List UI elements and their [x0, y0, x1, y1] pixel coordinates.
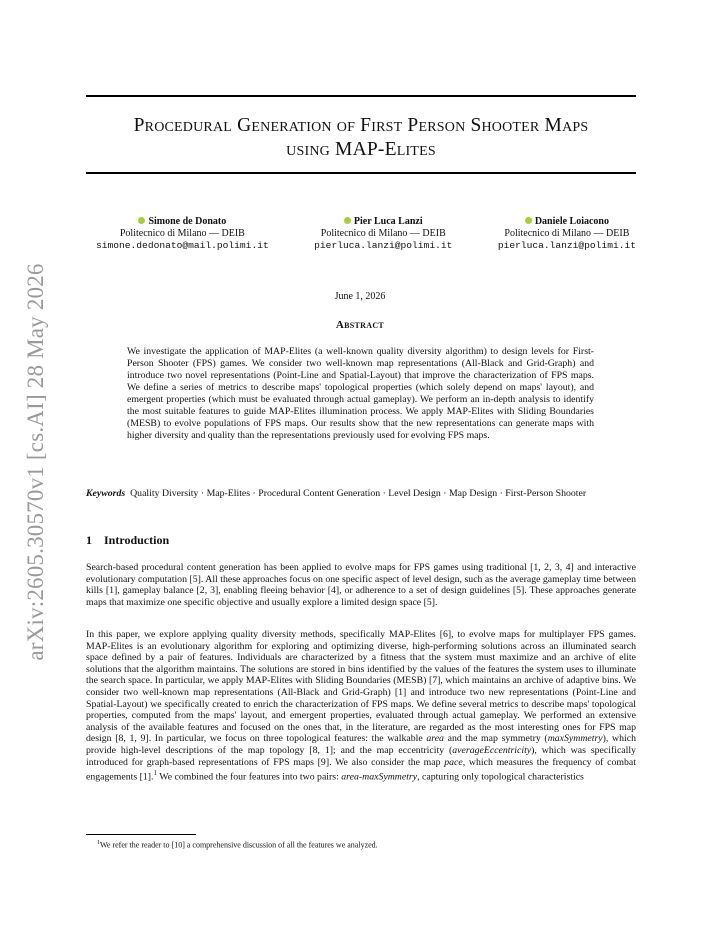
title-rule-top — [86, 95, 636, 97]
term-pace: pace — [444, 756, 463, 768]
paragraph-2-text: We combined the four features into two pairs: — [156, 771, 342, 783]
author-affiliation: Politecnico di Milano — DEIB — [119, 228, 245, 239]
abstract-text: We investigate the application of MAP-Elites (a well-known quality diversity algorithm) to design levels for First-Person Shooter (FPS) games. We consider two well-known map representations (All-Black and Grid-Graph) and introduce two novel representations (Point-Line and Spatial-Layout) that improve the characterization of FPS maps. We define a series of metrics to describe maps' topological properties (which solely depend on maps' layout), and emergent properties (which must be evaluated through actual gameplay). We perform an in-depth analysis to identify the most suitable features to guide MAP-Elites illumination process. We apply MAP-Elites with Sliding Boundaries (MESB) to evolve populations of FPS maps. Our results show that the new representations can generate maps with higher diversity and quality than the representations previously used for evolving FPS maps. — [127, 346, 594, 441]
paragraph-2-text: and the map symmetry ( — [443, 733, 548, 745]
author-name: Simone de Donato — [148, 216, 227, 227]
author-3 — [498, 216, 636, 252]
paragraph-2-text: , which measures the frequency of combat engagements [1]. — [86, 756, 636, 783]
author-email[interactable]: simone.dedonato@mail.polimi.it — [96, 240, 269, 251]
footnote-reference[interactable]: 1 — [153, 769, 157, 778]
keywords-text: Quality Diversity · Map-Elites · Procedural Content Generation · Level Design · Map Design · First-Person Shooter — [130, 488, 587, 499]
paper-date: June 1, 2026 — [334, 291, 386, 302]
author-name: Pier Luca Lanzi — [353, 216, 423, 227]
footnote-mark: 1 — [97, 840, 100, 846]
author-email[interactable]: pierluca.lanzi@polimi.it — [497, 240, 636, 251]
title-rule-bottom — [86, 172, 636, 174]
paper-title — [86, 114, 636, 162]
paragraph-2-text: ), which provide high-level descriptions of the map topology [8, 1]; and the map eccentricity ( — [86, 733, 636, 756]
section-number: 1 — [86, 533, 92, 547]
keywords — [86, 488, 636, 500]
section-title: Introduction — [104, 533, 170, 547]
orcid-icon[interactable] — [138, 217, 145, 224]
term-max-symmetry: maxSymmetry — [547, 733, 603, 745]
keywords-label: Keywords — [86, 488, 126, 499]
paragraph-2-text: In this paper, we explore applying quality diversity methods, specifically MAP-Elites [6], to evolve maps for multiplayer FPS games. MAP-Elites is an evolutionary algorithm for exploring and optimizing diverse, high-performing solutions across an illuminated search space defined by a pair of features. Individuals are characterized by a fitness that the system must maximize and an archive of elite solutions that the algorithm maintains. The solutions are stored in bins identified by the values of the features the system uses to illuminate the search space. In particular, we apply MAP-Elites with Sliding Boundaries (MESB) [7], which maintains an archive of adaptive bins. We consider two well-known map representations (All-Black and Grid-Graph) [1] and introduce two new representations (Point-Line and Spatial-Layout) we specifically created to enrich the characterization of FPS maps. We define several metrics to describe maps' topological properties, computed from the maps' layout, and emergent properties, evaluated through actual gameplay. We performed an extensive analysis of the available features and focused on the ones that, in the literature, are regarded as the most interesting ones for FPS map design [8, 1, 9]. In particular, we focus on three topological features: the walkable — [86, 629, 636, 745]
paragraph-1: Search-based procedural content generation has been applied to evolve maps for FPS games using traditional [1, 2, 3, 4] and interactive evolutionary computation [5]. All these approaches focus on one specific aspect of level design, such as the average gameplay time between kills [1], gameplay balance [2, 3], enabling fleeing behavior [4], or adherence to a set of design guidelines [5]. These approaches generate maps that maximize one specific objective and usually explore a limited design space [5]. — [86, 562, 636, 608]
paragraph-2-text: , capturing only topological characteristics — [417, 771, 584, 783]
author-affiliation: Politecnico di Milano — DEIB — [504, 228, 630, 239]
paper-title-line-2: using MAP-Elites — [286, 139, 436, 160]
author-name: Daniele Loiacono — [534, 216, 609, 227]
author-1 — [96, 216, 269, 252]
section-heading — [86, 533, 169, 548]
paragraph-2 — [86, 629, 636, 783]
author-affiliation: Politecnico di Milano — DEIB — [320, 228, 446, 239]
orcid-icon[interactable] — [525, 217, 532, 224]
term-area: area — [426, 733, 444, 745]
orcid-icon[interactable] — [344, 217, 351, 224]
author-email[interactable]: pierluca.lanzi@polimi.it — [314, 240, 453, 251]
footnote — [97, 838, 378, 851]
footnote-rule — [86, 834, 196, 835]
abstract-heading: Abstract — [335, 319, 385, 331]
footnote-text: We refer the reader to [10] a comprehensive discussion of all the features we analyzed. — [100, 840, 378, 850]
paragraph-2-text: ), which was specifically introduced for graph-based representations of FPS maps [9]. We also consider the map — [86, 744, 636, 768]
author-list — [96, 216, 636, 252]
term-area-max-symmetry: area-maxSymmetry — [341, 771, 418, 783]
paper-title-line-1: Procedural Generation of First Person Shooter Maps — [133, 115, 589, 136]
term-average-eccentricity: averageEccentricity — [452, 744, 532, 756]
author-2 — [314, 216, 452, 252]
arxiv-stamp-text: arXiv:2605.30570v1 [cs.AI] 28 May 2026 — [23, 263, 48, 661]
arxiv-stamp — [23, 263, 48, 661]
